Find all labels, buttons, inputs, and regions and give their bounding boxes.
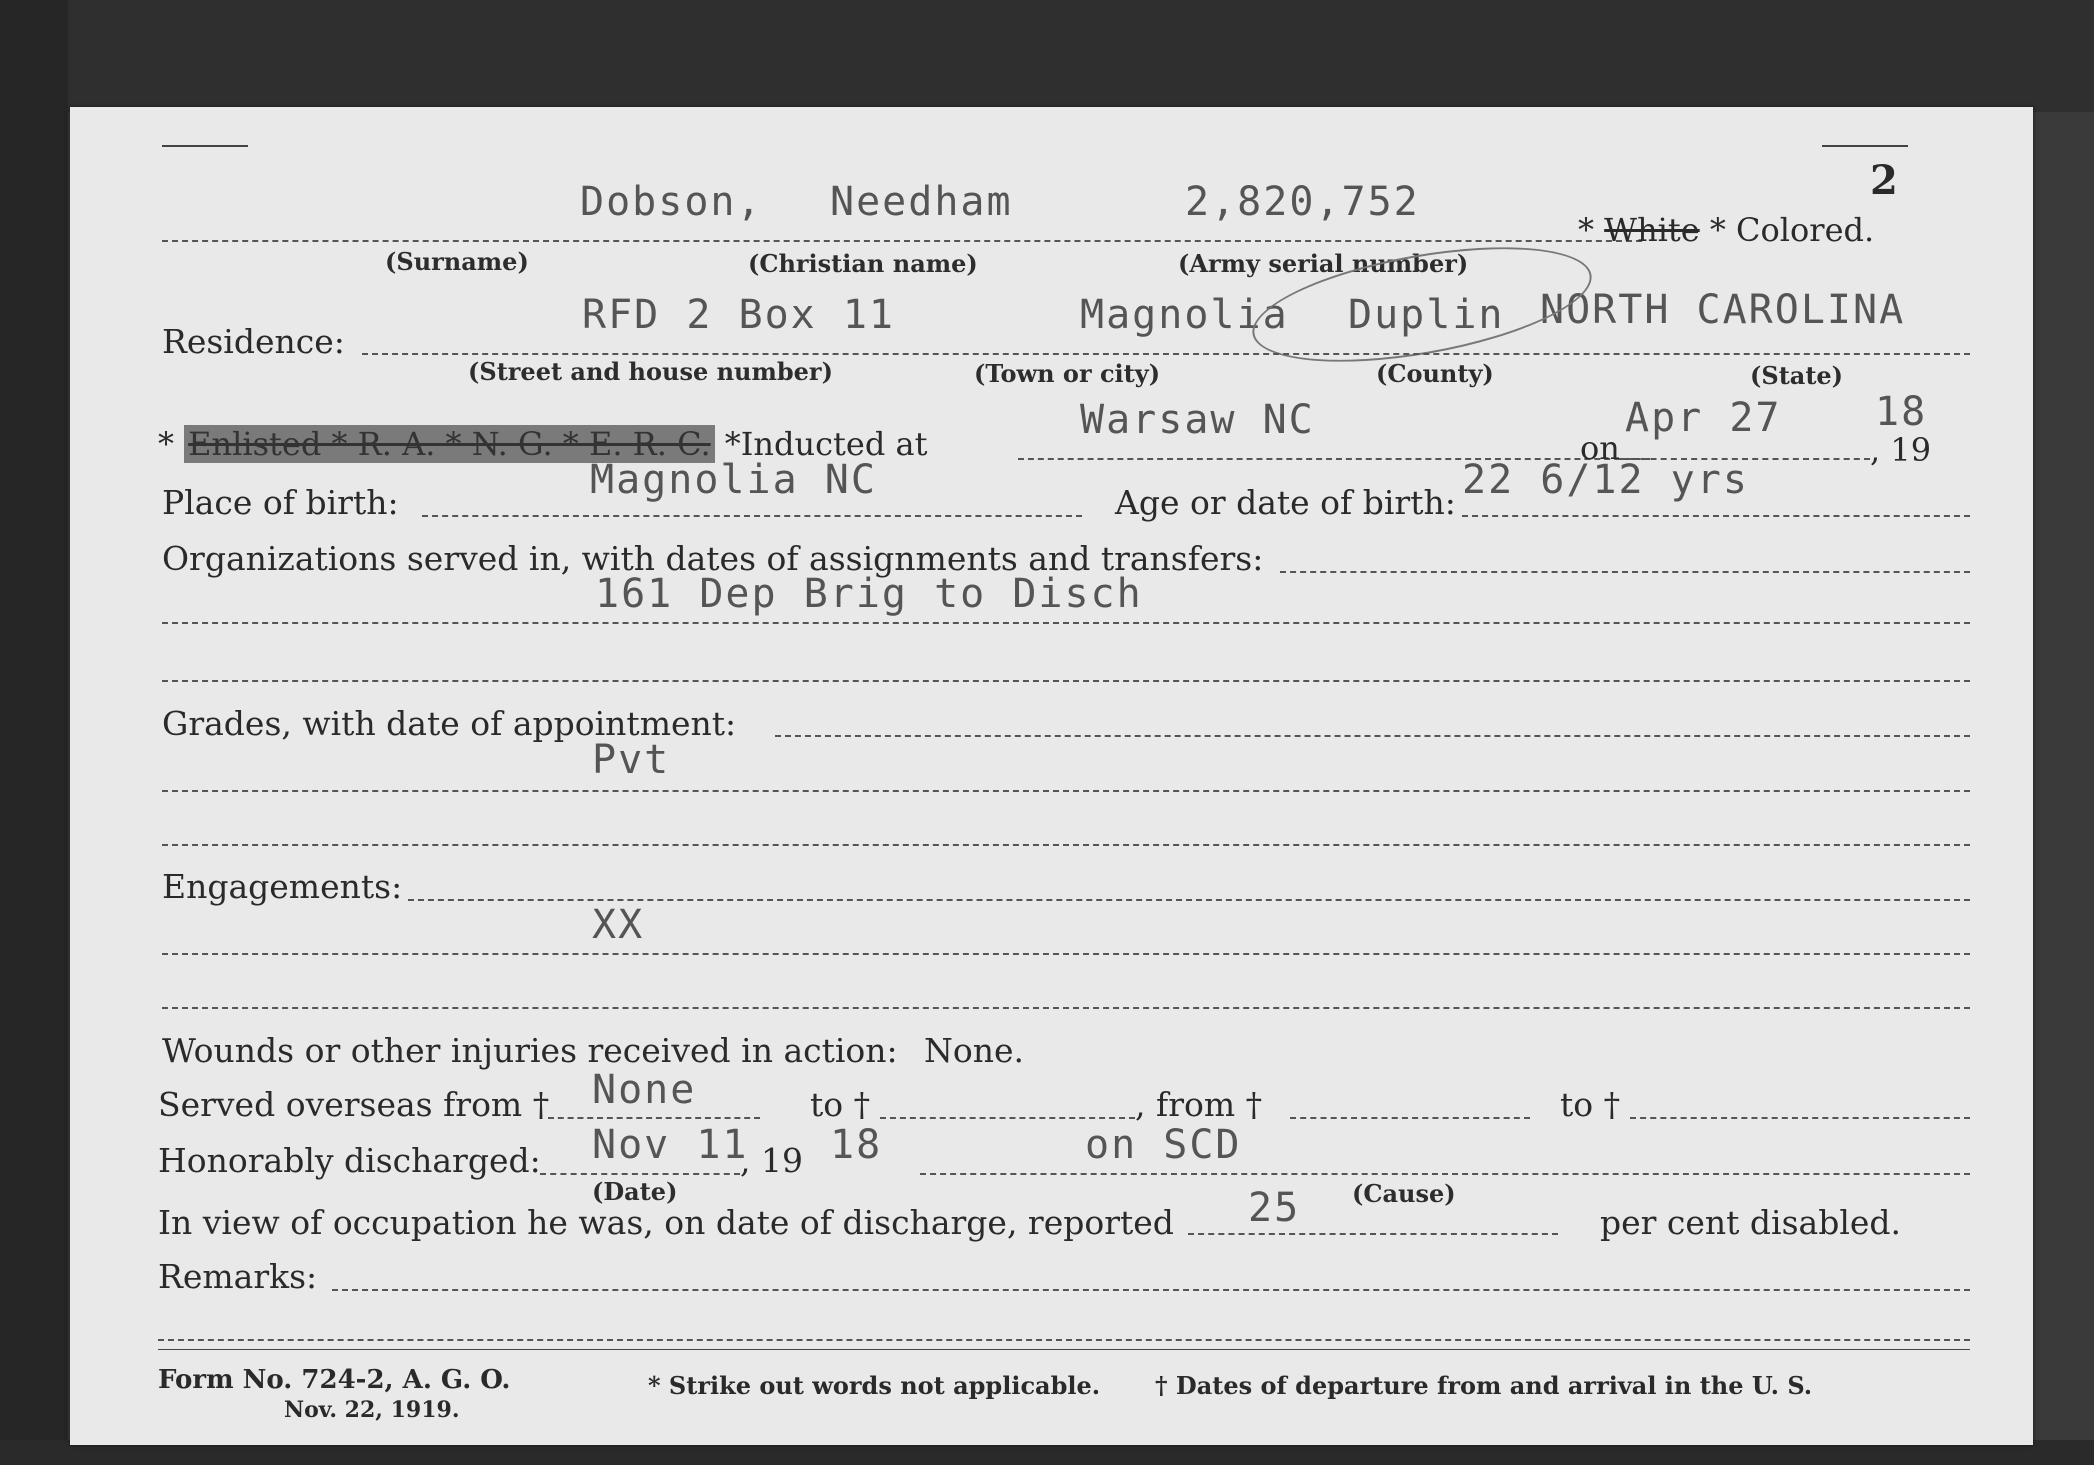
inducted-label: *Inducted at [714, 425, 928, 463]
state-value: NORTH CAROLINA [1540, 287, 1906, 333]
overseas-from-line [548, 1117, 760, 1119]
date-label: (Date) [592, 1177, 678, 1206]
scanner-background-left [0, 0, 68, 1465]
on-label: on [1580, 429, 1620, 467]
overseas-to2-label: to † [1560, 1085, 1621, 1124]
residence-label: Residence: [162, 322, 345, 361]
discharge-year-value: 18 [830, 1122, 883, 1168]
enlisted-options-struck: Enlisted * R. A. * N. G. * E. R. C. [184, 425, 714, 463]
cause-label: (Cause) [1352, 1179, 1456, 1208]
engagements-line-3 [162, 1007, 1970, 1009]
form-date: Nov. 22, 1919. [284, 1397, 460, 1423]
dates-note: † Dates of departure from and arrival in the U. S. [1155, 1371, 1813, 1400]
age-value: 22 6/12 yrs [1462, 457, 1749, 503]
overseas-to-line [880, 1117, 1135, 1119]
page-number: 2 [1870, 157, 1898, 204]
footer-rule [158, 1349, 1970, 1350]
disabled-percent-value: 25 [1248, 1185, 1301, 1231]
street-value: RFD 2 Box 11 [582, 292, 895, 338]
induction-year-prefix: , 19 [1870, 431, 1932, 469]
christian-name-value: Needham [830, 179, 1013, 225]
race-white-struck: White [1604, 211, 1700, 249]
engagements-line-1 [408, 899, 1970, 901]
town-label: (Town or city) [974, 359, 1161, 388]
remarks-line-2 [158, 1339, 1970, 1341]
place-of-birth-line [422, 515, 1082, 517]
organizations-value: 161 Dep Brig to Disch [595, 571, 1143, 617]
race-options: * White * Colored. [1578, 211, 1875, 249]
christian-name-label: (Christian name) [748, 249, 978, 278]
disabled-percent-line [1188, 1233, 1558, 1235]
discharge-date-line [540, 1173, 740, 1175]
name-line [162, 240, 1642, 242]
engagements-line-2 [162, 953, 1970, 955]
discharged-label: Honorably discharged: [158, 1141, 541, 1180]
place-of-birth-label: Place of birth: [162, 483, 399, 522]
surname-value: Dobson, [580, 179, 763, 225]
engagements-label: Engagements: [162, 867, 403, 906]
organizations-line-1 [1280, 571, 1970, 573]
induction-year-value: 18 [1875, 389, 1928, 435]
grades-line-3 [162, 844, 1970, 846]
induction-place-value: Warsaw NC [1080, 397, 1315, 443]
street-label: (Street and house number) [468, 357, 833, 386]
strike-note: * Strike out words not applicable. [648, 1371, 1101, 1400]
enlistment-type-line: * Enlisted * R. A. * N. G. * E. R. C. *Inducted at [158, 425, 928, 463]
discharge-date-value: Nov 11 [592, 1122, 749, 1168]
overseas-from-value: None [592, 1067, 697, 1113]
remarks-line-1 [332, 1289, 1970, 1291]
engagements-value: XX [592, 902, 645, 948]
organizations-line-2 [162, 622, 1970, 624]
corner-mark-right [1822, 145, 1908, 147]
form-number: Form No. 724-2, A. G. O. [158, 1365, 511, 1395]
residence-line [362, 353, 1970, 355]
scanner-background-top [0, 0, 2094, 112]
overseas-from2-line [1290, 1117, 1530, 1119]
serial-number-value: 2,820,752 [1185, 179, 1420, 225]
served-overseas-label: Served overseas from † [158, 1085, 550, 1124]
grades-value: Pvt [592, 737, 671, 783]
discharge-cause-line [920, 1173, 1970, 1175]
corner-mark-left [162, 145, 248, 147]
service-record-card [70, 107, 2033, 1445]
remarks-label: Remarks: [158, 1257, 318, 1296]
induction-date-value: Apr 27 [1625, 395, 1782, 441]
overseas-from2-label: , from † [1135, 1085, 1263, 1124]
overseas-to2-line [1630, 1117, 1970, 1119]
state-label: (State) [1750, 361, 1844, 390]
serial-number-label: (Army serial number) [1178, 249, 1469, 278]
occupation-label: In view of occupation he was, on date of discharge, reported [158, 1203, 1174, 1242]
grades-line-1 [775, 735, 1970, 737]
discharge-cause-value: on SCD [1085, 1122, 1242, 1168]
overseas-to-label: to † [810, 1085, 871, 1124]
percent-disabled-label: per cent disabled. [1600, 1203, 1902, 1242]
place-of-birth-value: Magnolia NC [590, 457, 877, 503]
discharge-nineteen: , 19 [740, 1141, 803, 1180]
organizations-line-3 [162, 680, 1970, 682]
wounds-label: Wounds or other injuries received in action: [162, 1031, 898, 1070]
town-value: Magnolia [1080, 292, 1289, 338]
county-label: (County) [1376, 359, 1494, 388]
age-label: Age or date of birth: [1115, 483, 1456, 522]
grades-line-2 [162, 790, 1970, 792]
age-line [1462, 515, 1970, 517]
grades-label: Grades, with date of appointment: [162, 704, 737, 743]
county-value: Duplin [1348, 292, 1505, 338]
wounds-value: None. [924, 1031, 1025, 1070]
race-colored: * Colored. [1709, 211, 1875, 249]
organizations-label: Organizations served in, with dates of assignments and transfers: [162, 539, 1264, 578]
surname-label: (Surname) [385, 247, 529, 276]
